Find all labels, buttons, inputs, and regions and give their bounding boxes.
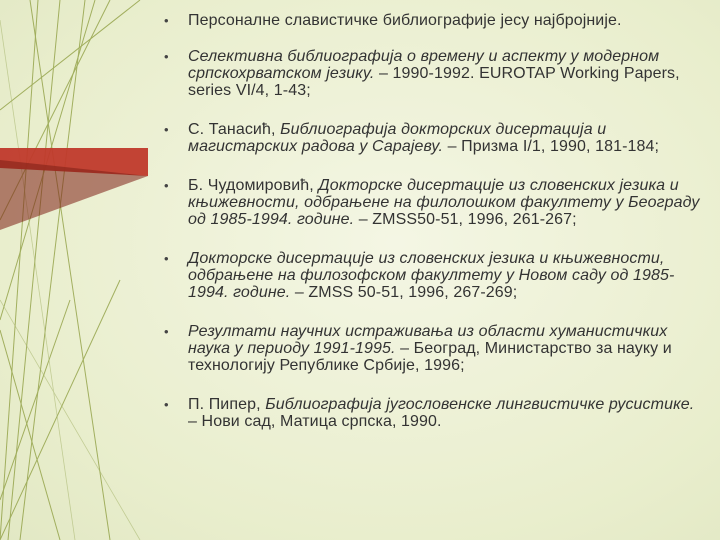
bullet-item	[160, 177, 700, 228]
decorative-lines-graphic	[0, 0, 150, 540]
bullet-text: Персоналне славистичке библиографије јесу најбројније.	[188, 12, 622, 29]
bullet-text-italic: Библиографија докторских дисертација и магистарских радова у Сарајеву.	[188, 121, 607, 155]
bullet-text: – ZMSS 50-51, 1996, 267-269;	[294, 284, 518, 301]
bullet-item	[160, 250, 700, 301]
bullet-item	[160, 396, 700, 430]
bullet-text: Б. Чудомировић,	[188, 177, 319, 194]
bullet-item	[160, 12, 700, 29]
bullet-text: – Београд, Министарство за науку и технологију Републике Србије, 1996;	[188, 340, 672, 374]
bullet-text: С. Танасић,	[188, 121, 281, 138]
bullet-text: – ZMSS50-51, 1996, 261-267;	[358, 211, 577, 228]
bullet-text: – 1990-1992. EUROTAP Working Papers, series VI/4, 1-43;	[188, 65, 680, 99]
bullet-text-italic: Резултати научних истраживања из области хуманистичких наука у периоду 1991-1995.	[188, 323, 668, 357]
bullet-text-italic: Библиографија југословенске лингвистичке русистике.	[265, 396, 695, 413]
bullet-item	[160, 48, 700, 99]
bullet-text-italic: Докторске дисертације из словенских језика и књижевности, одбрањене на филозофском факултету у Новом саду од 1985-1994. године.	[188, 250, 675, 301]
bullet-text-italic: Докторске дисертације из словенских језика и књижевности, одбрањене на филолошком факултету у Београду од 1985-1994. године.	[188, 177, 700, 228]
bullet-item	[160, 121, 700, 155]
bullet-text: – Призма I/1, 1990, 181-184;	[447, 138, 660, 155]
slide-content	[160, 12, 700, 452]
bullet-item	[160, 323, 700, 374]
bullet-text: – Нови сад, Матица српска, 1990.	[188, 413, 442, 430]
bullet-text: П. Пипер,	[188, 396, 266, 413]
bullet-list	[160, 12, 700, 430]
bullet-text-italic: Селективна библиографија о времену и аспекту у модерном српскохрватском језику.	[188, 48, 660, 82]
